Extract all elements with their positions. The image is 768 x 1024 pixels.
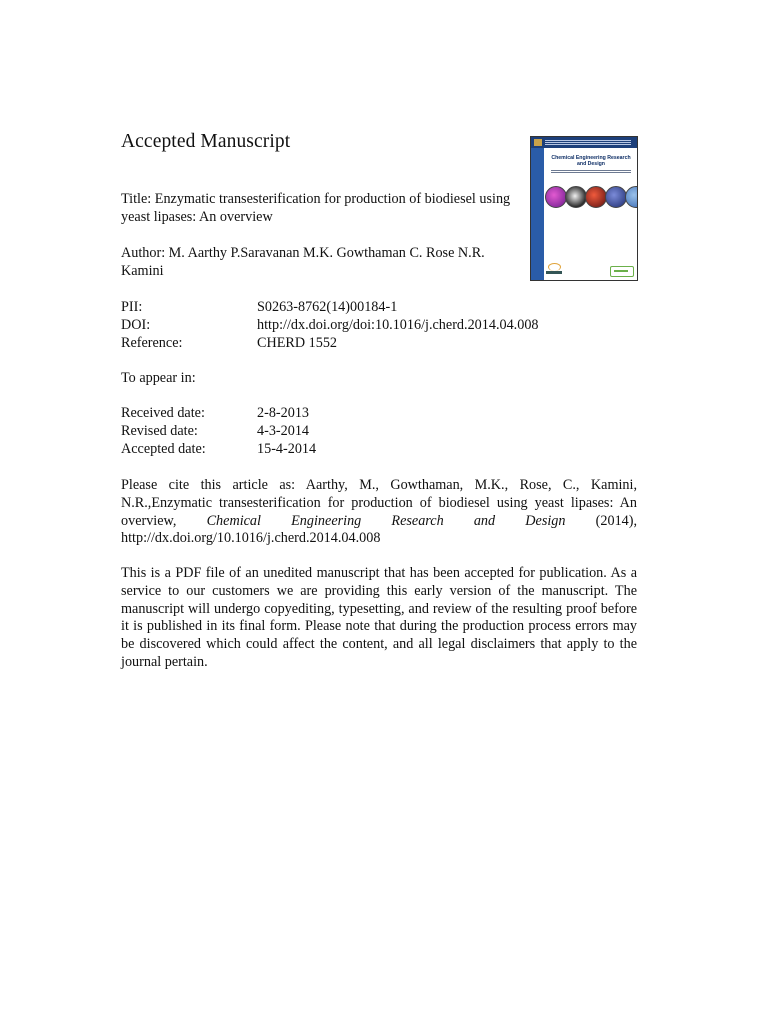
efce-logo-icon [546,263,562,276]
reference-row [121,334,539,352]
pii-row [121,298,539,316]
journal-cover-image [530,136,638,281]
article-authors: Author: M. Aarthy P.Saravanan M.K. Gowthaman C. Rose N.R. Kamini [121,245,485,279]
revised-label: Revised date: [121,423,198,439]
cover-journal-title: Chemical Engineering Research and Design [551,155,631,168]
cover-sidebar [531,148,544,280]
dates-table [121,404,316,458]
identifier-table [121,298,539,352]
received-row [121,404,316,422]
cover-image-circles [545,186,638,208]
to-appear-in: To appear in: [121,370,196,386]
pii-label: PII: [121,299,143,315]
reference-label: Reference: [121,335,183,351]
cover-header-band [531,137,637,148]
citation-text: Please cite this article as: Aarthy, M., Gowthaman, M.K., Rose, C., Kamini, N.R.,Enzymatic transesterification for production of biodiesel using yeast lipases: An overview, [121,477,637,529]
doi-value[interactable]: http://dx.doi.org/doi:10.1016/j.cherd.2014.04.008 [257,317,539,333]
icheme-logo-icon [610,266,634,277]
pii-value: S0263-8762(14)00184-1 [257,299,398,315]
received-value: 2-8-2013 [257,405,310,421]
citation-paragraph [121,477,637,548]
doi-row [121,316,539,334]
disclaimer-paragraph: This is a PDF file of an unedited manuscript that has been accepted for publication. As a service to our customers we are providing this early version of the manuscript. The manuscript will undergo copyediting, typesetting, and review of the resulting proof before it is published in its final form. Please note that during the production process errors may be discovered which could affect the content, and all legal disclaimers that apply to the journal pertain. [121,565,637,670]
doi-label: DOI: [121,317,151,333]
journal-name: Chemical Engineering Research and Design [206,512,566,529]
revised-row [121,422,316,440]
accepted-label: Accepted date: [121,441,206,457]
page-heading: Accepted Manuscript [121,131,291,152]
publisher-logo-icon [534,139,542,146]
revised-value: 4-3-2014 [257,423,310,439]
article-title: Title: Enzymatic transesterification for production of biodiesel using yeast lipases: An overview [121,191,511,225]
accepted-value: 15-4-2014 [257,441,317,457]
received-label: Received date: [121,405,205,421]
accepted-row [121,440,316,458]
reference-value: CHERD 1552 [257,335,338,351]
citation-doi: (2014), http://dx.doi.org/10.1016/j.cherd.2014.04.008 [121,512,638,547]
